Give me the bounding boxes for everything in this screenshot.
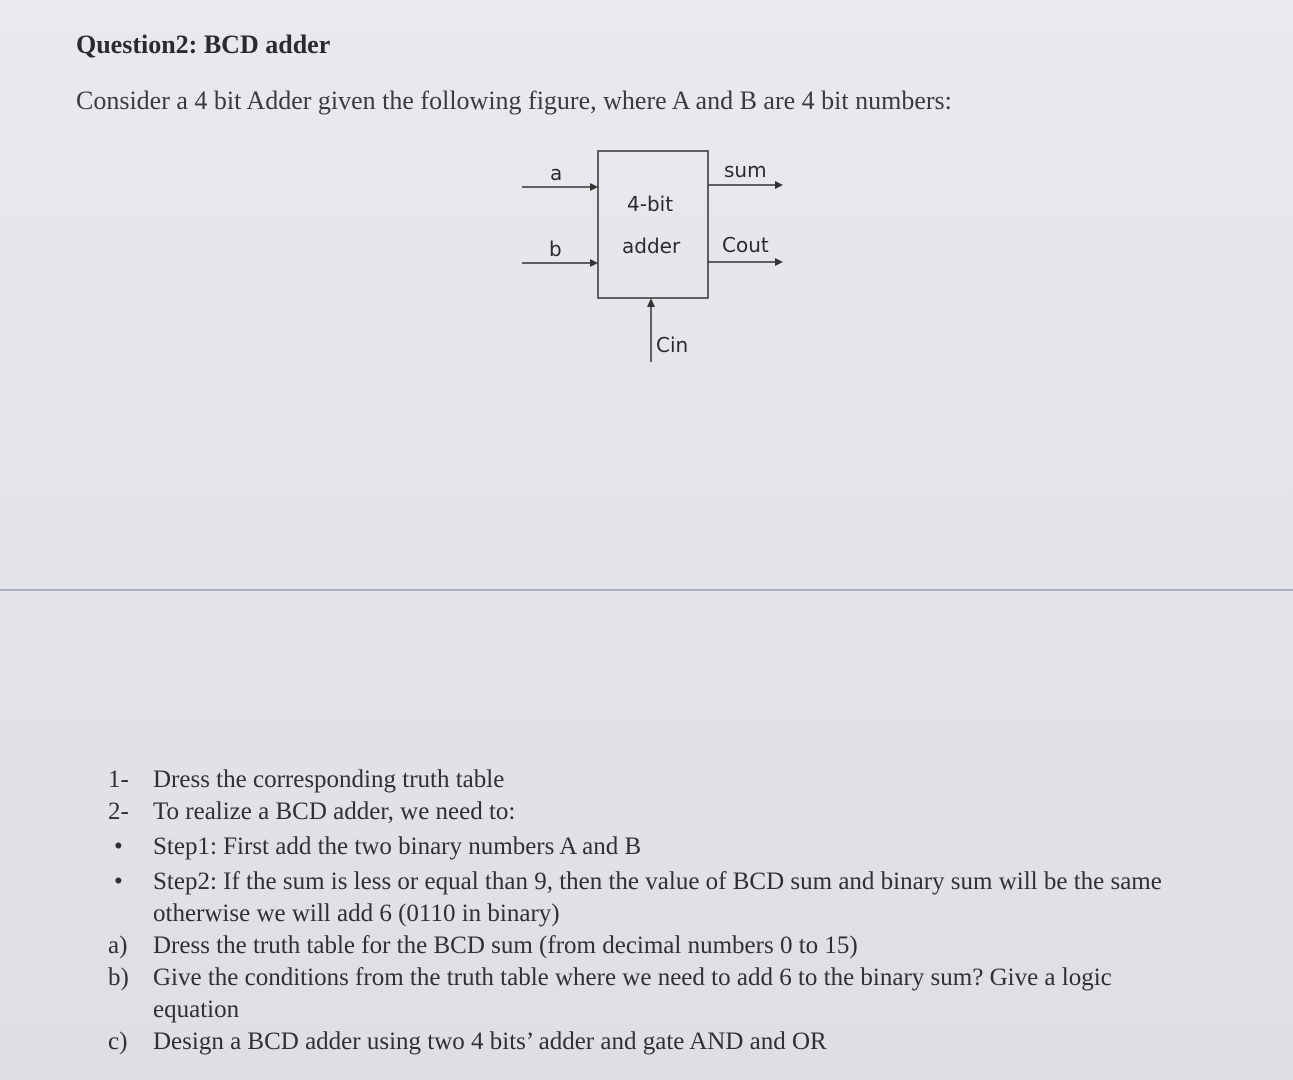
cin-arrow xyxy=(647,298,655,307)
sum-arrow xyxy=(775,181,783,189)
adder-block xyxy=(598,151,708,298)
list-item xyxy=(108,764,1168,796)
cout-arrow xyxy=(775,258,783,266)
subtask-b-text: Give the conditions from the truth table where we need to add 6 to the binary sum? Give a logic equation xyxy=(153,964,1112,1023)
list-marker: c) xyxy=(108,1028,128,1055)
bullet-icon: • xyxy=(114,868,123,895)
list-marker: b) xyxy=(108,964,129,991)
question-title: Question2: BCD adder xyxy=(76,30,331,59)
input-b-arrow xyxy=(590,259,598,267)
bullet-icon: • xyxy=(114,833,123,860)
list-item xyxy=(108,962,1168,1026)
section-divider xyxy=(0,589,1293,591)
list-item xyxy=(108,930,1168,962)
list-item xyxy=(108,866,1168,930)
list-marker: 2- xyxy=(108,798,129,825)
list-marker: 1- xyxy=(108,766,129,793)
input-b-label: b xyxy=(549,237,562,261)
subtask-a-text: Dress the truth table for the BCD sum (from decimal numbers 0 to 15) xyxy=(153,932,858,959)
block-label-4bit: 4-bit xyxy=(627,192,674,216)
input-a-arrow xyxy=(590,183,598,191)
cin-label: Cin xyxy=(656,333,689,357)
input-a-label: a xyxy=(550,161,563,185)
intro-text: Consider a 4 bit Adder given the following figure, where A and B are 4 bit numbers: xyxy=(76,86,952,115)
cout-label: Cout xyxy=(722,233,769,257)
list-item xyxy=(108,796,1168,828)
block-label-adder: adder xyxy=(622,234,681,258)
adder-diagram xyxy=(500,140,800,370)
task-list xyxy=(108,764,1168,1058)
task-2-text: To realize a BCD adder, we need to: xyxy=(153,798,516,825)
sum-label: sum xyxy=(724,158,767,182)
step-2-text: Step2: If the sum is less or equal than 9, then the value of BCD sum and binary sum will be the same otherwise we will add 6 (0110 in binary) xyxy=(153,868,1162,927)
subtask-c-text: Design a BCD adder using two 4 bits’ adder and gate AND and OR xyxy=(153,1028,827,1055)
list-item xyxy=(108,1026,1168,1058)
list-item xyxy=(108,831,1168,863)
task-1-text: Dress the corresponding truth table xyxy=(153,766,505,793)
adder-diagram-svg xyxy=(500,140,800,370)
step-1-text: Step1: First add the two binary numbers A and B xyxy=(153,833,642,860)
list-marker: a) xyxy=(108,932,128,959)
